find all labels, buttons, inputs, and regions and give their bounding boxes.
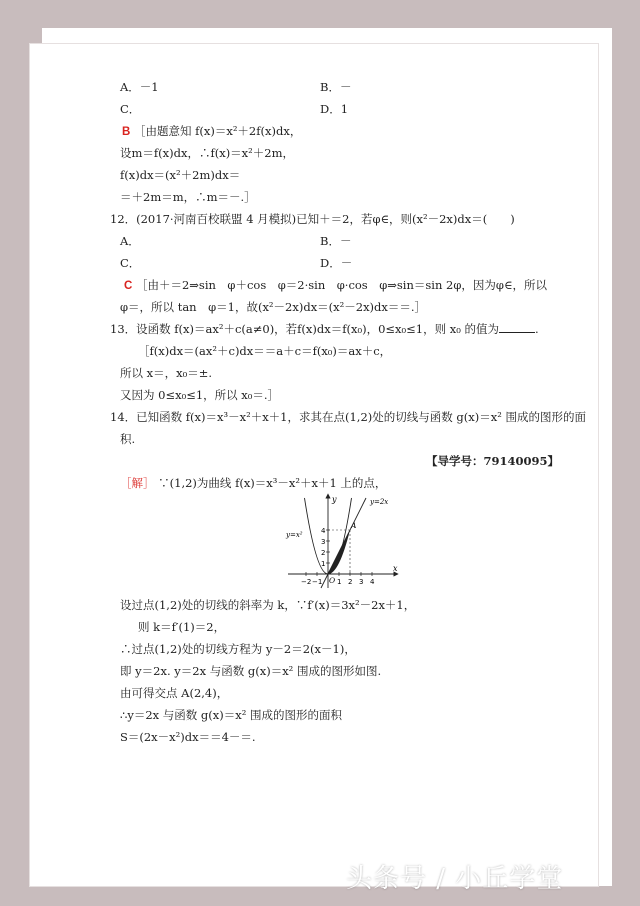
q11-solution-line-3: f(x)dx＝(x²＋2m)dx＝: [120, 168, 241, 182]
q14-solution-line-0: [120, 476, 386, 490]
q14-reference-number: 【导学号：79140095】: [426, 454, 560, 468]
q13-answer-blank: [499, 322, 535, 333]
q14-solution-line-3: ∴过点(1,2)处的切线方程为 y－2＝2(x－1)，: [120, 642, 356, 656]
q14-stem-line-2: 积.: [120, 432, 136, 446]
q11-option-c: C．: [120, 102, 141, 116]
document-page: [30, 44, 598, 886]
q13-stem-end: .: [534, 322, 539, 336]
q14-solution-line-1: 设过点(1,2)处的切线的斜率为 k，∵f′(x)＝3x²－2x＋1，: [120, 598, 416, 612]
q11-option-b: B．－: [320, 80, 352, 94]
parabola-label: y=x²: [286, 531, 303, 539]
q14-solution-line-2: 则 k＝f′(1)＝2，: [138, 620, 226, 634]
x-tick-label: −1: [312, 578, 323, 586]
q14-solution-line-4: 即 y＝2x. y＝2x 与函数 g(x)＝x² 围成的图形如图.: [120, 664, 382, 678]
point-a-label: A: [351, 521, 357, 530]
y-axis-label: y: [332, 495, 337, 504]
watermark-text: 头条号 / 小丘学堂: [346, 864, 564, 894]
q13-stem: [110, 322, 539, 336]
q12-option-b: B．－: [320, 234, 352, 248]
q11-option-d: D．1: [320, 102, 349, 116]
q12-solution-line-2: φ＝，所以 tan φ＝1，故(x²－2x)dx＝(x²－2x)dx＝＝.］: [120, 300, 427, 314]
q12-option-a: A．: [120, 234, 140, 248]
origin-label: O: [329, 576, 336, 585]
q14-figure: [284, 492, 402, 592]
q14-solution-marker: ［解］: [120, 476, 155, 490]
q12-option-d: D．－: [320, 256, 353, 270]
y-tick-label: 1: [321, 560, 326, 568]
q11-solution-line-1: [122, 124, 301, 139]
y-tick-label: 3: [321, 538, 326, 546]
q13-solution-line-1: ［f(x)dx＝(ax²＋c)dx＝＝a＋c＝f(x₀)＝ax＋c，: [138, 344, 392, 358]
x-tick-label: 3: [359, 578, 364, 586]
q12-stem: 12．(2017·河南百校联盟 4 月模拟)已知＋＝2，若φ∈，则(x²－2x)dx＝( ): [110, 212, 515, 226]
line-label: y=2x: [370, 498, 389, 506]
q13-stem-text: 13．设函数 f(x)＝ax²＋c(a≠0)，若f(x)dx＝f(x₀)，0≤x₀≤1，则 x₀ 的值为: [110, 322, 499, 336]
q13-solution-line-2: 所以 x＝，x₀＝±.: [120, 366, 213, 380]
q12-solution-text-1: ［由＋＝2⇒sin φ＋cos φ＝2·sin φ·cos φ⇒sin＝sin 2φ，因为φ∈，所以: [135, 278, 547, 292]
x-tick-label: 2: [348, 578, 353, 586]
q14-solution-line-7: S＝(2x－x²)dx＝＝4－＝.: [120, 730, 256, 744]
y-tick-label: 2: [321, 549, 326, 557]
q11-solution-line-2: 设m＝f(x)dx，∴f(x)＝x²＋2m，: [120, 146, 294, 160]
q11-option-a: A．－1: [120, 80, 159, 94]
q12-answer-letter: C: [124, 280, 133, 292]
q14-stem-line-1: 14．已知函数 f(x)＝x³－x²＋x＋1，求其在点(1,2)处的切线与函数 g(x)＝x² 围成的图形的面: [110, 410, 586, 424]
q11-answer-letter: B: [122, 126, 131, 138]
q12-option-c: C．: [120, 256, 141, 270]
x-axis-label: x: [393, 564, 398, 573]
q14-solution-line-6: ∴y＝2x 与函数 g(x)＝x² 围成的图形的面积: [120, 708, 342, 722]
q11-solution-line-4: ＝＋2m＝m，∴m＝－.］: [120, 190, 256, 204]
q14-solution-line-5: 由可得交点 A(2,4)，: [120, 686, 229, 700]
q14-solution-text-0: ∵(1,2)为曲线 f(x)＝x³－x²＋x＋1 上的点，: [158, 476, 387, 490]
x-tick-label: 4: [370, 578, 375, 586]
x-tick-label: 1: [337, 578, 342, 586]
q13-solution-line-3: 又因为 0≤x₀≤1，所以 x₀＝.］: [120, 388, 280, 402]
y-tick-label: 4: [321, 527, 326, 535]
x-tick-label: −2: [301, 578, 312, 586]
q11-solution-text-1: ［由题意知 f(x)＝x²＋2f(x)dx，: [133, 124, 302, 138]
q12-solution-line-1: [124, 278, 547, 293]
